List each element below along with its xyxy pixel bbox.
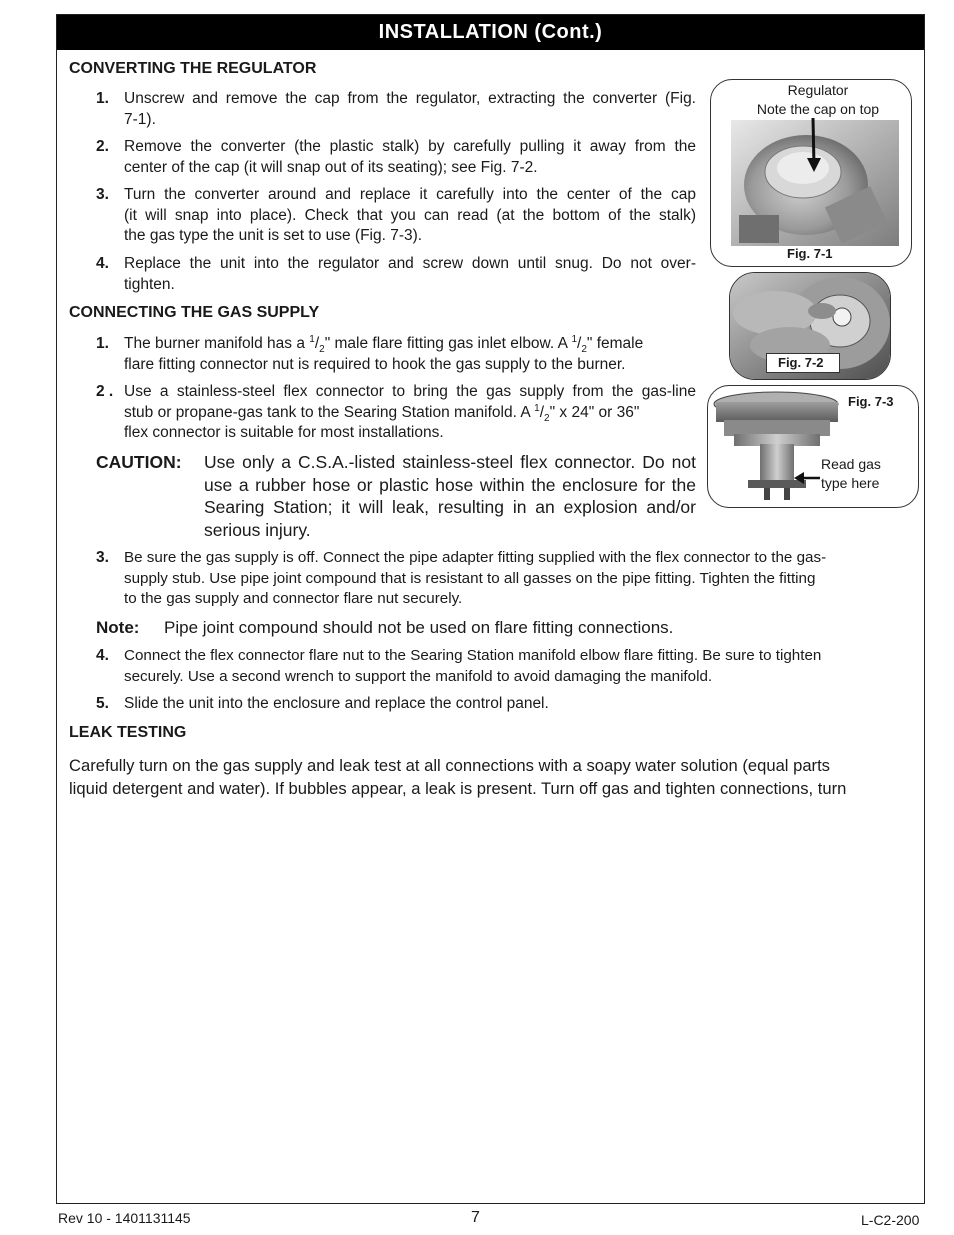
item-text-line: center of the cap (it will snap out of its seating); see Fig. 7-2. [124, 158, 538, 176]
item-number: 3. [96, 186, 109, 203]
item-text-line: securely. Use a second wrench to support the manifold to avoid damaging the manifold. [124, 667, 713, 685]
item-text-line: Use a stainless-steel flex connector to bring the gas supply from the gas-line [124, 383, 696, 400]
item-text-line: stub or propane-gas tank to the Searing Station manifold. A $^1/_2$" x 24" or 36" [124, 402, 640, 424]
leak-testing-paragraph: Carefully turn on the gas supply and leak test at all connections with a soapy water solution (equal parts liquid detergent and water). If bubbles appear, a leak is present. Turn off gas and tighten connections, turn [69, 756, 847, 798]
item-number: 2. [96, 138, 109, 155]
section-banner: INSTALLATION (Cont.) [57, 15, 924, 50]
list-item [96, 254, 696, 296]
fraction-denominator: 2 [581, 344, 587, 356]
fraction-numerator: 1 [534, 402, 540, 414]
fraction-numerator: 1 [309, 333, 315, 345]
item-number: 2 . [96, 383, 114, 400]
item-number: 4. [96, 255, 109, 272]
item-text-line: Connect the flex connector flare nut to the Searing Station manifold elbow flare fitting. Be sure to tighten [124, 647, 822, 664]
item-text-line: Replace the unit into the regulator and screw down until snug. Do not over- [124, 255, 696, 272]
figure-7-2 [729, 272, 891, 380]
list-item [96, 185, 696, 247]
list-item [96, 89, 696, 131]
fig-7-1-label: Fig. 7-1 [787, 246, 833, 261]
item-text-line: to the gas supply and connector flare nut securely. [124, 590, 463, 607]
fig-7-1-caption-line2: Note the cap on top [756, 101, 880, 117]
item-text-line: The burner manifold has a $^1/_2$" male flare fitting gas inlet elbow. A $^1/_2$" female [124, 333, 644, 356]
item-text-line: flex connector is suitable for most installations. [124, 424, 444, 441]
note-text: Pipe joint compound should not be used on flare fitting connections. [164, 618, 674, 637]
heading-connecting-gas-supply: CONNECTING THE GAS SUPPLY [69, 304, 320, 321]
list-item [96, 137, 696, 179]
figure-7-1 [710, 79, 912, 267]
item-text-line: the gas type the unit is set to use (Fig. 7-3). [124, 227, 423, 244]
list-item [96, 548, 908, 610]
note-label: Note: [96, 618, 140, 637]
list-item [96, 646, 908, 688]
item-text-line: supply stub. Use pipe joint compound that is resistant to all gasses on the pipe fitting. Tighten the fitting [124, 569, 816, 587]
page-number: 7 [471, 1209, 480, 1226]
item-number: 1. [96, 90, 109, 107]
item-text-line: tighten. [124, 275, 175, 293]
item-text-line: Slide the unit into the enclosure and replace the control panel. [124, 695, 549, 712]
footer-doc-code: L-C2-200 [861, 1212, 920, 1228]
caution-text: Use only a C.S.A.-listed stainless-steel flex connector. Do not use a rubber hose or plastic hose within the enclosure for the Searing Station; it will leak, resulting in an explosion and/or serious injury. [204, 452, 696, 540]
item-text-line: Turn the converter around and replace it carefully into the center of the cap [124, 186, 696, 203]
heading-leak-testing: LEAK TESTING [69, 724, 187, 741]
fig-7-3-label: Fig. 7-3 [848, 394, 894, 409]
heading-converting-regulator: CONVERTING THE REGULATOR [69, 60, 317, 77]
list-item [96, 334, 696, 376]
list-item [96, 694, 908, 716]
item-number: 1. [96, 335, 109, 352]
item-number: 5. [96, 695, 109, 712]
item-text-line: Be sure the gas supply is off. Connect the pipe adapter fitting supplied with the flex connector to the gas- [124, 549, 827, 566]
fraction-denominator: 2 [319, 344, 325, 356]
fig-7-2-label: Fig. 7-2 [778, 355, 824, 370]
item-text-line: Unscrew and remove the cap from the regulator, extracting the converter (Fig. [124, 90, 696, 107]
figure-7-3 [707, 385, 919, 508]
item-text-line: (it will snap into place). Check that you can read (at the bottom of the stalk) [124, 206, 696, 224]
item-number: 4. [96, 647, 109, 664]
item-text-line: flare fitting connector nut is required to hook the gas supply to the burner. [124, 355, 626, 373]
caution-label: CAUTION: [96, 452, 182, 472]
footer-revision: Rev 10 - 1401131145 [58, 1210, 191, 1226]
item-text-line: Remove the converter (the plastic stalk) by carefully pulling it away from the [124, 138, 696, 155]
fraction-numerator: 1 [571, 333, 578, 345]
item-text-line: 7-1). [124, 110, 156, 128]
fraction-denominator: 2 [544, 412, 550, 424]
fig-7-3-annotation: Read gas type here [821, 456, 881, 491]
fig-7-1-caption-line1: Regulator [787, 82, 849, 98]
item-number: 3. [96, 549, 109, 566]
list-item [96, 382, 696, 444]
